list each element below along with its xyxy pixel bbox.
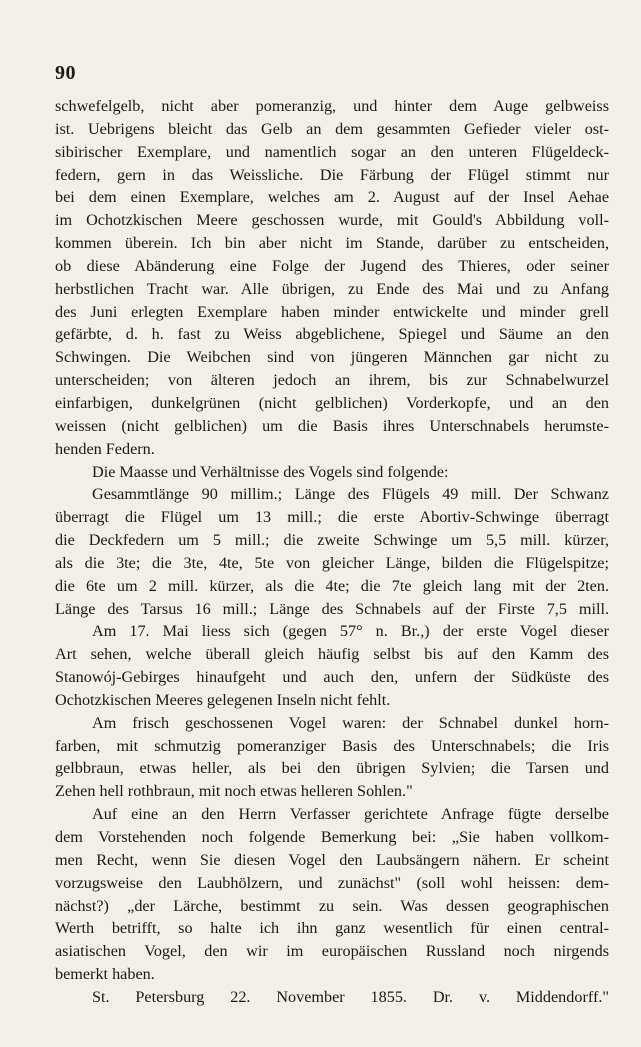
text-line: nächst?) „der Lärche, bestimmt zu sein. Was dessen geographischen bbox=[55, 896, 609, 915]
text-line: Am 17. Mai liess sich (gegen 57° n. Br.,) der erste Vogel dieser bbox=[92, 622, 609, 641]
text-line: federn, gern in das Weissliche. Die Färbung der Flügel stimmt nur bbox=[55, 165, 609, 184]
text-line: asiatischen Vogel, den wir im europäischen Russland noch nirgends bbox=[55, 942, 609, 961]
text-line: Zehen hell rothbraun, mit noch etwas helleren Sohlen." bbox=[55, 782, 413, 801]
text-line: herbstlichen Tracht war. Alle übrigen, zu Ende des Mai und zu Anfang bbox=[55, 279, 609, 298]
text-line: vorzugsweise den Laubhölzern, und zunächst" (soll wohl heissen: dem- bbox=[55, 873, 609, 892]
text-line: weissen (nicht gelblichen) um die Basis ihres Unterschnabels herumste- bbox=[55, 416, 609, 435]
text-line: sibirischer Exemplare, und namentlich sogar an den unteren Flügeldeck- bbox=[55, 142, 609, 161]
text-line: Länge des Tarsus 16 mill.; Länge des Schnabels auf der Firste 7,5 mill. bbox=[55, 599, 609, 618]
text-line: als die 3te; die 3te, 4te, 5te von gleicher Länge, bilden die Flügelspitze; bbox=[55, 553, 609, 572]
text-line: Ochotzkischen Meeres gelegenen Inseln nicht fehlt. bbox=[55, 690, 391, 709]
text-line: Schwingen. Die Weibchen sind von jüngeren Männchen gar nicht zu bbox=[55, 348, 609, 367]
text-line: farben, mit schmutzig pomeranziger Basis des Unterschnabels; die Iris bbox=[55, 736, 609, 755]
text-line: des Juni erlegten Exemplare haben minder entwickelte und minder grell bbox=[55, 302, 609, 321]
text-line: men Recht, wenn Sie diesen Vogel den Laubsängern nähern. Er scheint bbox=[55, 850, 609, 869]
text-line: Gesammtlänge 90 millim.; Länge des Flügels 49 mill. Der Schwanz bbox=[92, 485, 609, 504]
text-line: ist. Uebrigens bleicht das Gelb an dem gesammten Gefieder vieler ost- bbox=[55, 119, 609, 138]
page-number: 90 bbox=[55, 62, 76, 84]
text-line: dem Vorstehenden noch folgende Bemerkung bei: „Sie haben vollkom- bbox=[55, 828, 609, 846]
text-line: bemerkt haben. bbox=[55, 965, 155, 984]
text-line: schwefelgelb, nicht aber pomeranzig, und hinter dem Auge gelbweiss bbox=[55, 97, 609, 115]
text-line: bei dem einen Exemplare, welches am 2. August auf der Insel Aehae bbox=[55, 188, 609, 207]
text-line: im Ochotzkischen Meere geschossen wurde, mit Gould's Abbildung voll- bbox=[55, 211, 609, 230]
text-line: Art sehen, welche überall gleich häufig selbst bis auf den Kamm des bbox=[55, 645, 609, 664]
text-line: St. Petersburg 22. November 1855. Dr. v. Middendorff." bbox=[92, 987, 609, 1006]
text-line: die Deckfedern um 5 mill.; die zweite Schwinge um 5,5 mill. kürzer, bbox=[55, 531, 609, 550]
text-line: einfarbigen, dunkelgrünen (nicht gelblichen) Vorderkopfe, und an den bbox=[55, 393, 609, 412]
text-line: Am frisch geschossenen Vogel waren: der Schnabel dunkel horn- bbox=[92, 713, 609, 732]
text-line: Die Maasse und Verhältnisse des Vogels sind folgende: bbox=[92, 462, 449, 481]
text-line: gefärbte, d. h. fast zu Weiss abgeblichene, Spiegel und Säume an den bbox=[55, 325, 609, 344]
body-text bbox=[55, 95, 609, 1009]
text-line: gelbbraun, etwas heller, als bei den übrigen Sylvien; die Tarsen und bbox=[55, 759, 609, 778]
text-line: kommen überein. Ich bin aber nicht im Stande, darüber zu entscheiden, bbox=[55, 234, 609, 253]
text-line: Auf eine an den Herrn Verfasser gerichtete Anfrage fügte derselbe bbox=[92, 805, 609, 824]
text-line: ob diese Abänderung eine Folge der Jugend des Thieres, oder seiner bbox=[55, 256, 609, 275]
text-line: unterscheiden; von älteren jedoch an ihrem, bis zur Schnabelwurzel bbox=[55, 371, 609, 390]
text-line: henden Federn. bbox=[55, 439, 155, 458]
text-line: Stanowój-Gebirges hinaufgeht und auch den, unfern der Südküste des bbox=[55, 668, 609, 687]
text-line: die 6te um 2 mill. kürzer, als die 4te; die 7te gleich lang mit der 2ten. bbox=[55, 576, 609, 595]
text-line: Werth betrifft, so halte ich ihn ganz wesentlich für einen central- bbox=[55, 919, 609, 938]
text-line: überragt die Flügel um 13 mill.; die erste Abortiv-Schwinge überragt bbox=[55, 508, 609, 527]
